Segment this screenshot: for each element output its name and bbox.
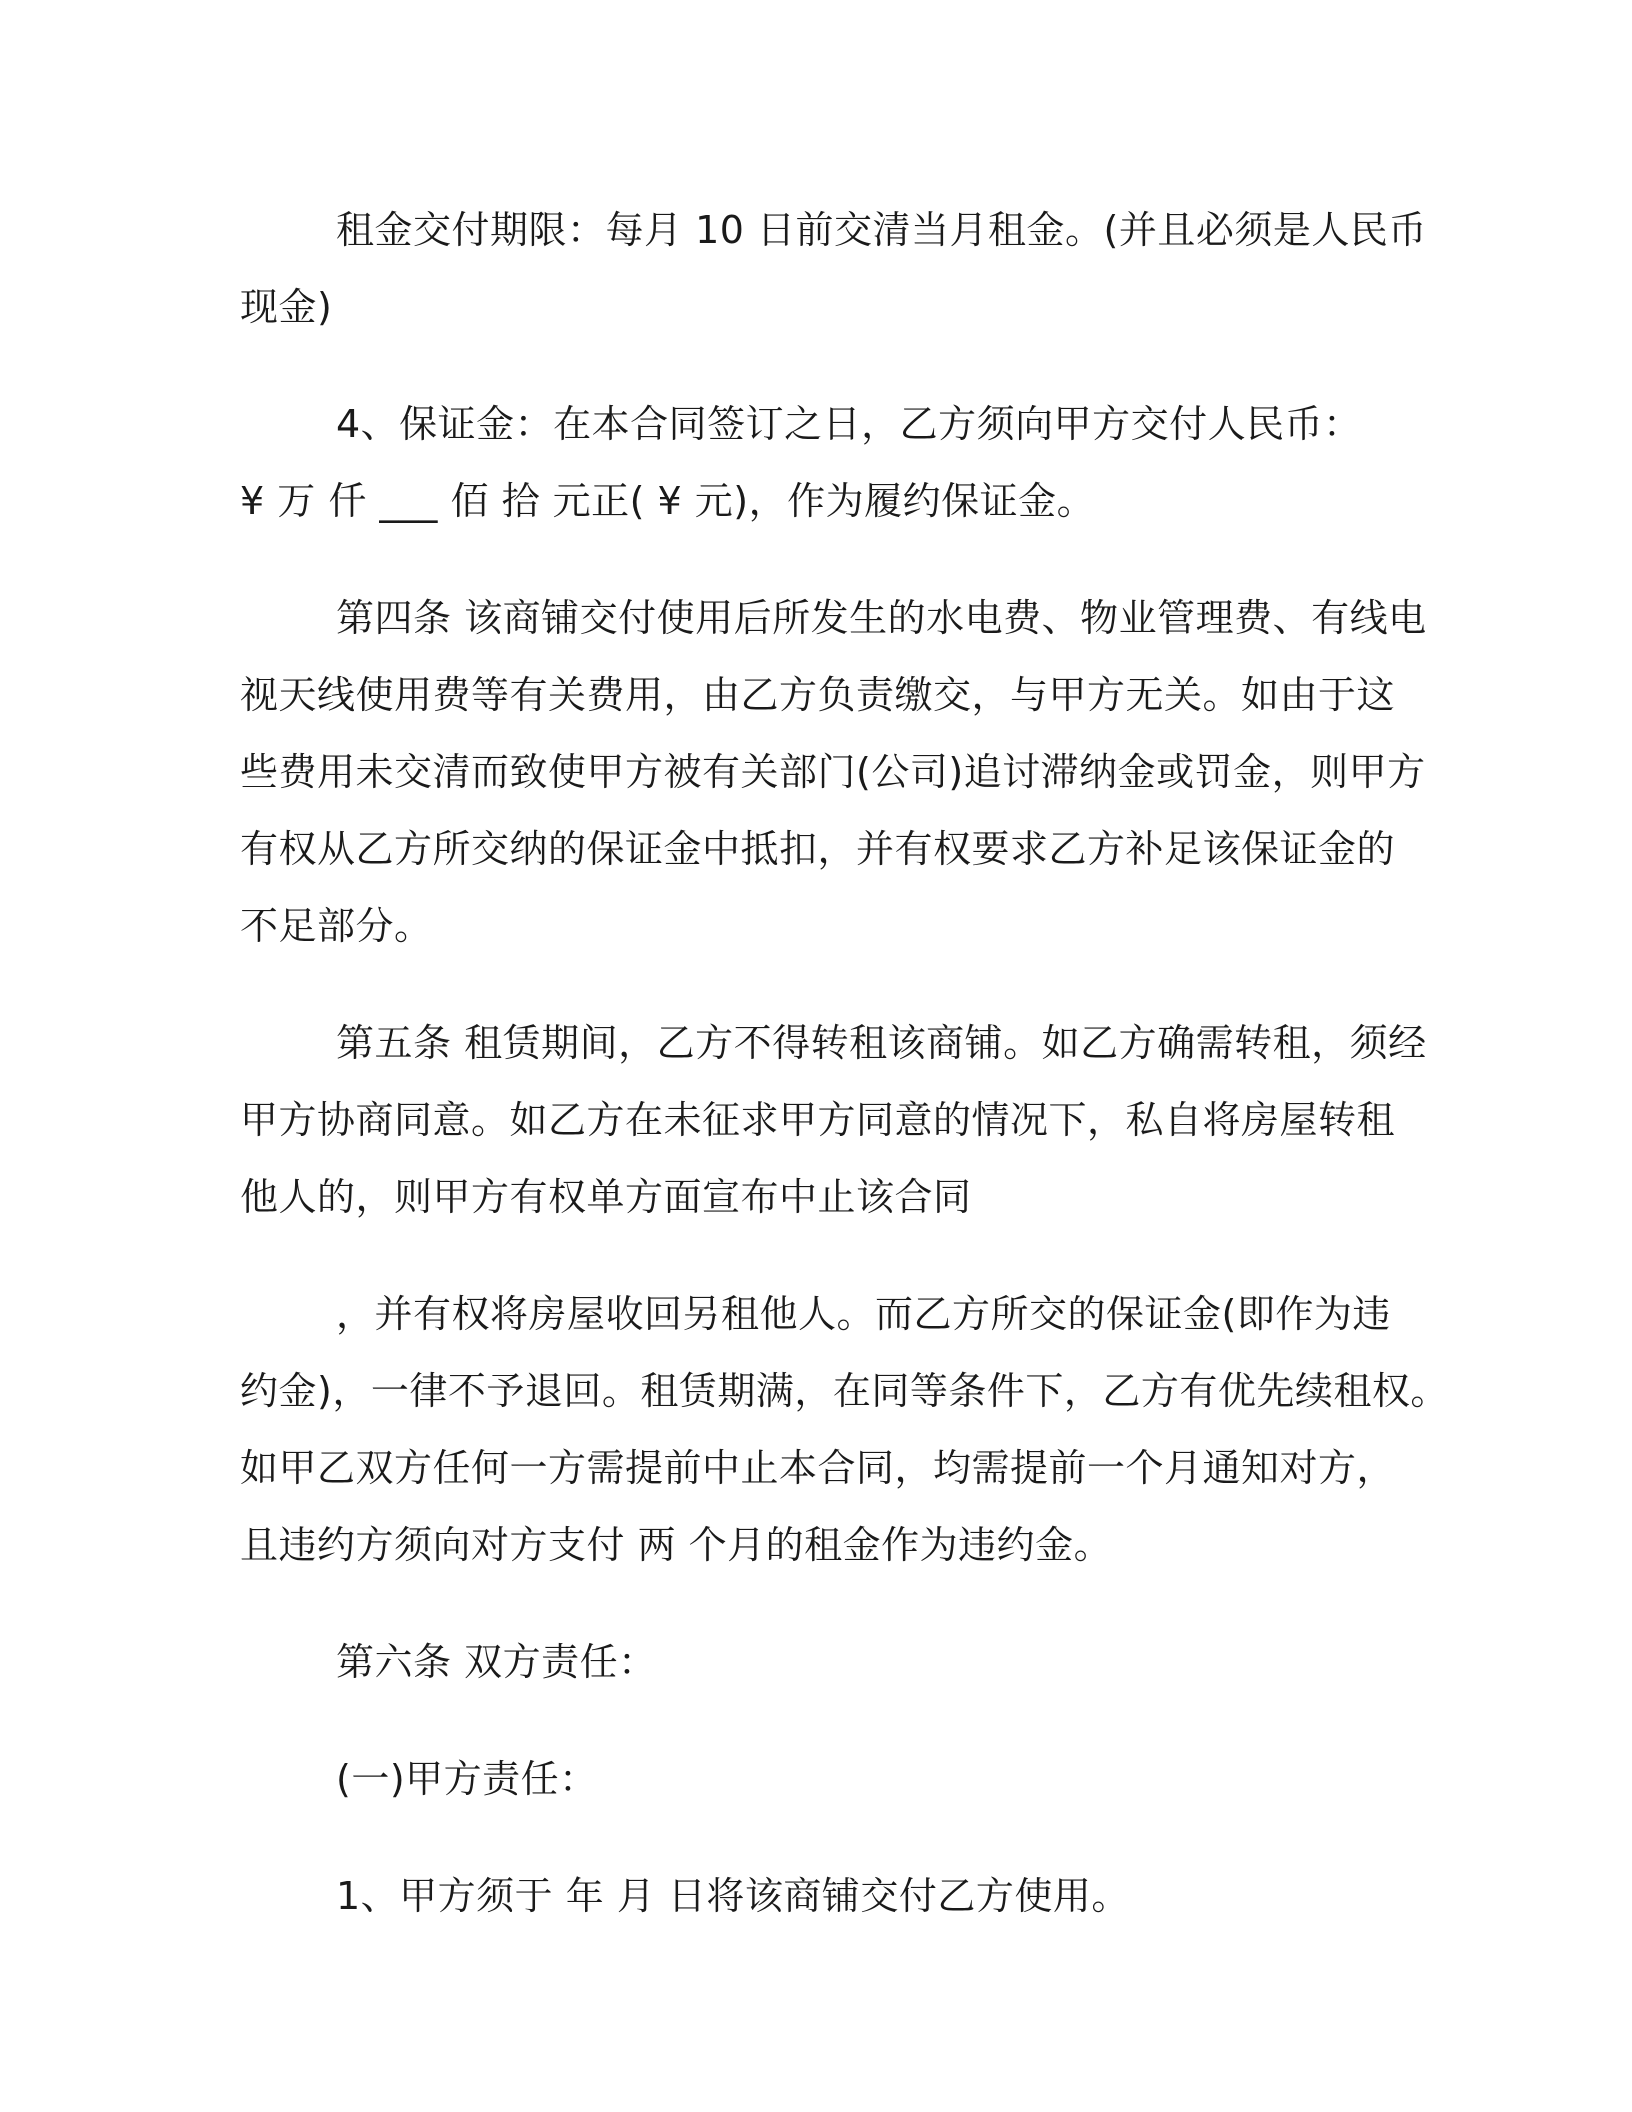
text-line: 现金)	[240, 285, 333, 329]
paragraph-article-6	[240, 1624, 1390, 1701]
paragraph-party-a-duty-1	[240, 1858, 1390, 1935]
text-line: 如甲乙双方任何一方需提前中止本合同，均需提前一个月通知对方，	[240, 1446, 1396, 1490]
text-line: 4、保证金：在本合同签订之日，乙方须向甲方交付人民币：	[336, 402, 1362, 446]
text-line: 不足部分。	[240, 904, 433, 948]
text-line: 第四条 该商铺交付使用后所发生的水电费、物业管理费、有线电	[336, 596, 1427, 640]
text-line: 租金交付期限：每月 10 日前交清当月租金。(并且必须是人民币	[336, 208, 1427, 252]
text-line: 约金)，一律不予退回。租赁期满，在同等条件下，乙方有优先续租权。	[240, 1369, 1449, 1413]
document-body	[240, 192, 1449, 1935]
paragraph-deposit	[240, 386, 1390, 540]
paragraph-article-4	[240, 580, 1427, 965]
text-line: 第五条 租赁期间，乙方不得转租该商铺。如乙方确需转租，须经	[336, 1021, 1427, 1065]
paragraph-party-a-duties	[240, 1741, 1390, 1818]
text-line: ¥ 万 仟 ___ 佰 拾 元正( ¥ 元)，作为履约保证金。	[240, 479, 1096, 523]
text-line: 第六条 双方责任：	[336, 1640, 657, 1684]
text-line: 些费用未交清而致使甲方被有关部门(公司)追讨滞纳金或罚金，则甲方	[240, 750, 1426, 794]
text-line: ，并有权将房屋收回另租他人。而乙方所交的保证金(即作为违	[336, 1292, 1391, 1336]
text-line: 他人的，则甲方有权单方面宣布中止该合同	[240, 1175, 972, 1219]
text-line: 1、甲方须于 年 月 日将该商铺交付乙方使用。	[336, 1874, 1130, 1918]
text-line: 甲方协商同意。如乙方在未征求甲方同意的情况下，私自将房屋转租	[240, 1098, 1396, 1142]
text-line: 有权从乙方所交纳的保证金中抵扣，并有权要求乙方补足该保证金的	[240, 827, 1396, 871]
text-line: (一)甲方责任：	[336, 1757, 598, 1801]
paragraph-article-5	[240, 1005, 1427, 1236]
paragraph-rent-payment-deadline	[240, 192, 1427, 346]
text-line: 且违约方须向对方支付 两 个月的租金作为违约金。	[240, 1523, 1113, 1567]
paragraph-article-5-continued	[240, 1276, 1449, 1584]
text-line: 视天线使用费等有关费用，由乙方负责缴交，与甲方无关。如由于这	[240, 673, 1396, 717]
